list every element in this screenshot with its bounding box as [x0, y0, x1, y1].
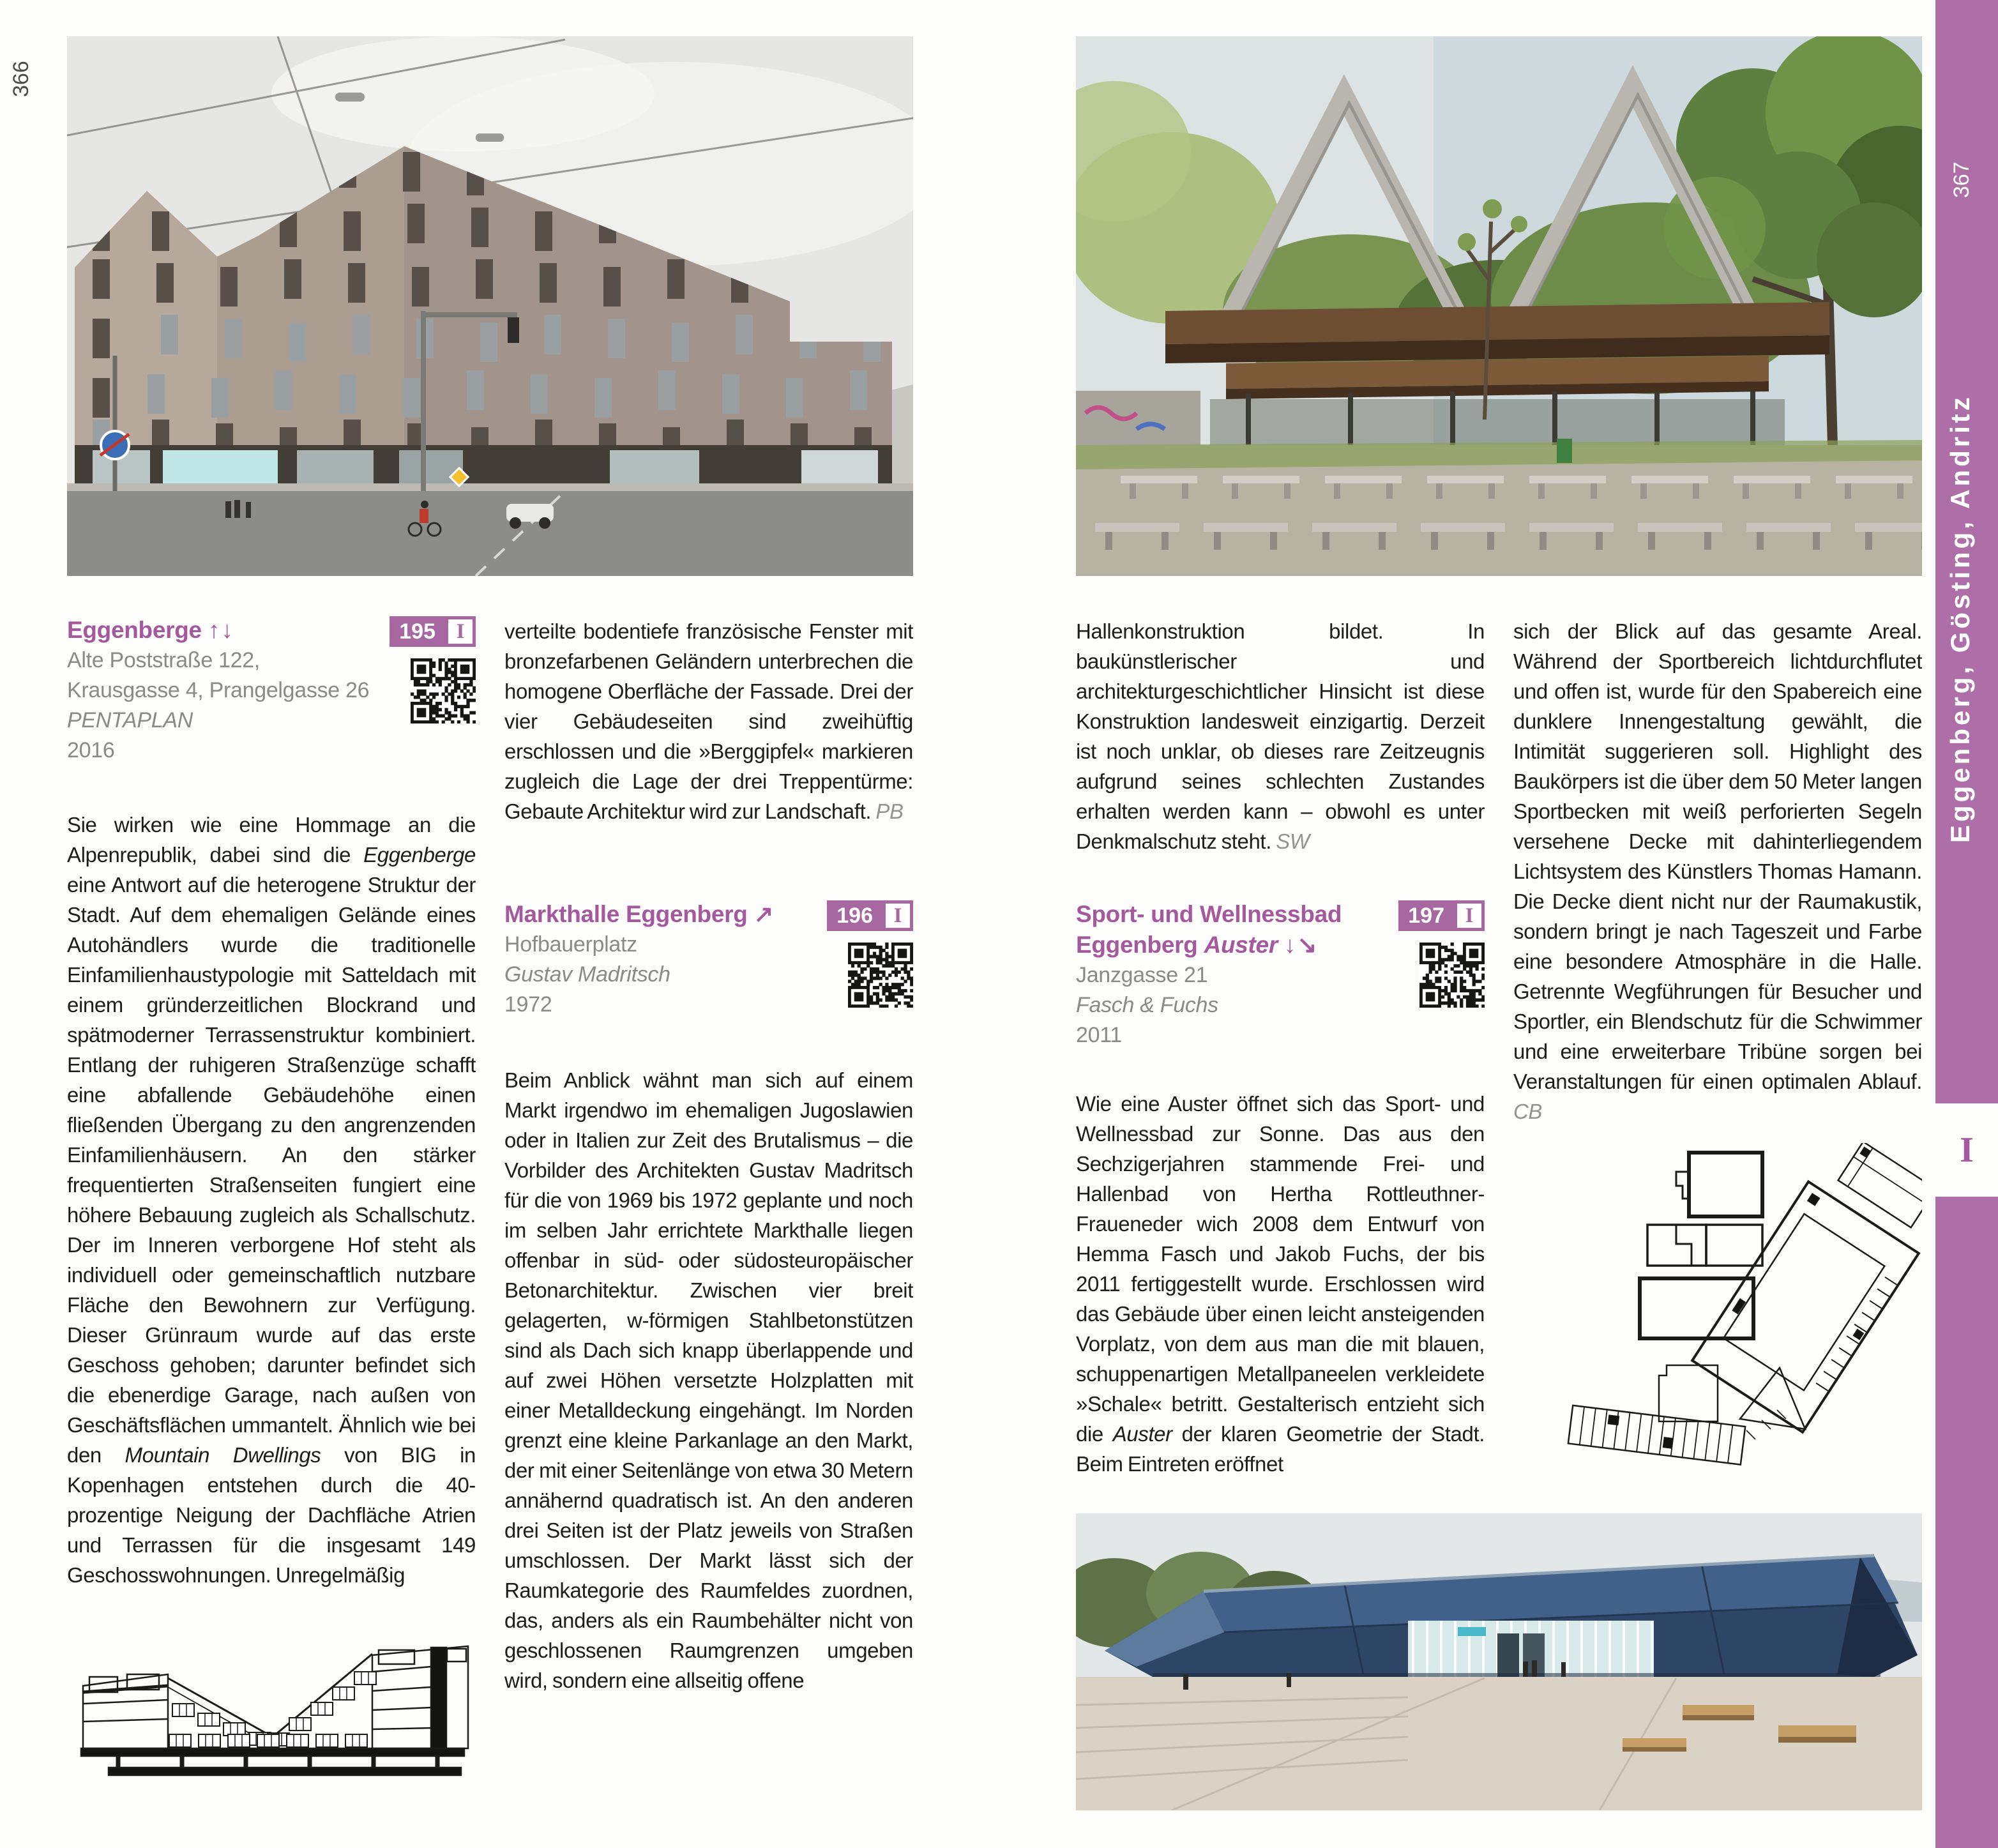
- entrance-sign: [1458, 1627, 1486, 1636]
- photo-markthalle: [1076, 36, 1922, 576]
- year: 2011: [1076, 1023, 1122, 1047]
- entry-number: 195: [390, 616, 445, 647]
- floor-plan-wellnessbad: [1529, 1143, 1922, 1491]
- entry-title: Sport- und Wellnessbad: [1076, 901, 1342, 927]
- page-number-right: 367: [1949, 162, 1974, 198]
- entry-title: [67, 615, 380, 646]
- entry-title-text: Eggenberge: [67, 617, 202, 643]
- entry-title: [504, 899, 817, 930]
- qr-code: [1419, 943, 1485, 1008]
- entry-letter: I: [882, 900, 913, 931]
- entry-number-badge: [390, 616, 476, 647]
- architect-name: Gustav Madritsch: [504, 962, 670, 987]
- entry-header-wellnessbad: [1076, 899, 1485, 1091]
- entry-title-line2: [1076, 930, 1389, 960]
- entry-title-text: Eggenberg Auster: [1076, 932, 1278, 958]
- direction-arrow-icon: ↗: [753, 901, 775, 927]
- year: 1972: [504, 992, 552, 1017]
- address-line: Hofbauerplatz: [504, 932, 637, 957]
- graffiti-wall: [1076, 391, 1200, 448]
- entry-number-badge: [1398, 900, 1485, 931]
- year: 2016: [67, 738, 115, 762]
- entry-number: 197: [1398, 900, 1454, 931]
- direction-arrows-icon: ↓↘: [1283, 932, 1319, 958]
- entry-letter: I: [445, 616, 476, 647]
- address-line: Janzgasse 21: [1076, 963, 1208, 987]
- qr-code: [411, 658, 476, 723]
- address-line: Alte Poststraße 122,: [67, 648, 261, 672]
- entry-number-badge: [827, 900, 913, 931]
- page-number-left: 366: [9, 61, 33, 97]
- article-text-eggenberge: Sie wirken wie eine Hommage an die Alpenrepublik, dabei sind die Eggenberge eine Antwort auf die heterogene Struktur der Stadt. Auf dem ehemaligen Gelände eines Autohändlers wurde die traditionelle Einfamilienhaustypologie mit Satteldach mit einem gründerzeitlichen Blockrand und spätmoderner Terrassenstruktur kombiniert. Entlang der ruhigeren Straßenzüge schafft eine abfallende Gebäudehöhe einen fließenden Übergang zu den angrenzenden Einfamilienhäusern. An den stärker frequentierten Straßenseiten fungiert eine höhere Bebauung zugleich als Schallschutz. Der im Inneren verborgene Hof steht als individuell oder gemeinschaftlich nutzbare Fläche den Bewohnern zur Verfügung. Dieser Grünraum wurde auf das erste Geschoss gehoben; darunter befindet sich die ebenerdige Garage, nach außen von Geschäftsflächen ummantelt. Ähnlich wie bei den Mountain Dwellings von BIG in Kopenhagen entstehen durch die 40-prozentige Neigung der Dachfläche Atrien und Terrassen für die insgesamt 149 Geschosswohnungen. Unregelmäßig: [67, 813, 476, 1587]
- photo-auster-bad: [1076, 1513, 1922, 1810]
- chapter-sidebar-label: Eggenberg, Gösting, Andritz: [1945, 394, 1975, 843]
- entry-letter: I: [1454, 900, 1485, 931]
- layered-roof: [1165, 302, 1829, 399]
- direction-arrows-icon: ↑↓: [208, 617, 234, 643]
- entry-header-markthalle: [504, 899, 913, 1065]
- article-text-continued: Hallenkonstruktion bildet. In baukünstlerischer und architekturgeschichtlicher Hinsicht ist diese Konstruktion landesweit einzigartig. Derzeit ist noch unklar, ob dieses rare Zeitzeugnis aufgrund seines schlechten Zustandes erhalten werden kann – obwohl es unter Denkmalschutz steht. SW: [1076, 619, 1485, 853]
- address-line: Krausgasse 4, Prangelgasse 26: [67, 678, 370, 702]
- entry-number: 196: [827, 900, 882, 931]
- forecourt-plaza: [1076, 1660, 1922, 1810]
- pedestrians: [225, 500, 251, 518]
- qr-code: [848, 943, 913, 1008]
- section-letter-tab: [1935, 1103, 1998, 1197]
- article-text-markthalle: Beim Anblick wähnt man sich auf einem Markt irgendwo im ehemaligen Jugoslawien oder in Italien zur Zeit des Brutalismus – die Vorbilder des Architekten Gustav Madritsch für die von 1969 bis 1972 geplante und noch im selben Jahr errichtete Markthalle liegen offenbar in süd- oder südosteuropäischer Betonarchitektur. Zwischen vier breit gelagerten, w-förmigen Stahlbetonstützen sind als Dach sich knapp überlappende und auf zwei Höhen versetzte Holzplatten mit einer Metalldeckung eingehängt. Im Norden grenzt eine kleine Parkanlage an den Markt, der mit einer Seitenlänge von etwa 30 Metern annähernd quadratisch ist. An den anderen drei Seiten ist der Platz jeweils von Straßen umschlossen. Der Markt lässt sich der Raumkategorie des Raumfeldes zuordnen, das, anders als ein Raumbehälter nicht von geschlossenen Raumgrenzen umgeben wird, sondern eine allseitig offene: [504, 1068, 913, 1692]
- article-text-continued: verteilte bodentiefe französische Fenster mit bronzefarbenen Geländern unterbrechen die homogene Oberfläche der Fassade. Drei der vier Gebäudeseiten sind zweihüftig erschlossen und die »Berggipfel« markieren zugleich die Lage der drei Treppentürme: Gebaute Architektur wird zur Landschaft. PB: [504, 619, 913, 823]
- article-text-continued: sich der Blick auf das gesamte Areal. Während der Sportbereich lichtdurchflutet und offen ist, wurde für den Spabereich eine dunklere Innengestaltung gewählt, die Intimität suggerieren soll. Highlight des Baukörpers ist die über dem 50 Meter langen Sportbecken mit weiß perforierten Segeln versehene Decke mit dahinterliegendem Lichtsystem des Künstlers Thomas Hamann. Die Decke dient nicht nur der Raumakustik, sondern bringt je nach Tageszeit und Farbe eine besondere Atmosphäre in die Halle. Getrennte Wegführungen für Besucher und Sportler, ein Blendschutz für die Schwimmer und eine erweiterbare Tribüne sorgen bei Veranstaltungen für einen optimalen Ablauf. CB: [1513, 619, 1922, 1123]
- photo-eggenberge-building: [67, 36, 913, 576]
- trash-bin: [1557, 439, 1572, 463]
- section-letter: I: [1960, 1130, 1974, 1170]
- traffic-light: [508, 317, 519, 343]
- architect-name: Fasch & Fuchs: [1076, 993, 1218, 1017]
- chapter-sidebar: [1935, 0, 1998, 1848]
- architect-name: PENTAPLAN: [67, 708, 193, 732]
- entry-header-eggenberge: [67, 615, 476, 807]
- article-text-wellnessbad: Wie eine Auster öffnet sich das Sport- und Wellnessbad zur Sonne. Das aus den Sechzigerjahren stammende Frei- und Hallenbad von Hertha Rottleuthner-Fraueneder wich 2008 dem Entwurf von Hemma Fasch und Jakob Fuchs, der bis 2011 fertiggestellt wurde. Erschlossen wird das Gebäude über einen leicht ansteigenden Vorplatz, von dem aus man die mit blauen, schuppenartigen Metallpaneelen verkleidete »Schale« betritt. Gestalterisch entzieht sich die Auster der klaren Geometrie der Stadt. Beim Eintreten eröffnet: [1076, 1092, 1485, 1476]
- section-drawing-eggenberge: [73, 1628, 476, 1801]
- entry-title-text: Markthalle Eggenberg: [504, 901, 748, 927]
